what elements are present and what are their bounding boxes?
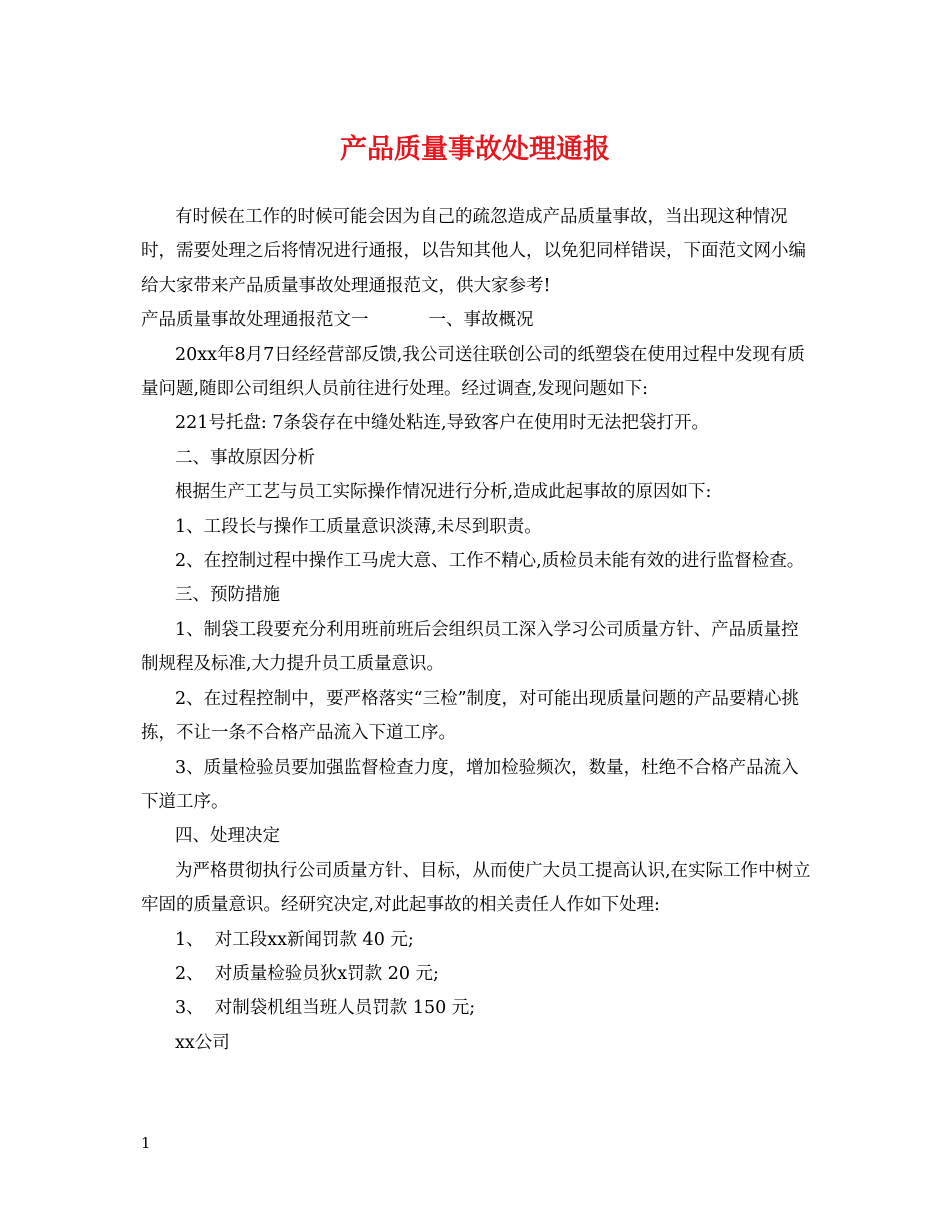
section4-paragraph-1: 为严格贯彻执行公司质量方针、目标，从而使广大员工提高认识,在实际工作中树立牢固的质量意识。经研究决定,对此起事故的相关责任人作如下处理: — [141, 860, 811, 916]
section2-paragraph-1: 根据生产工艺与员工实际操作情况进行分析,造成此起事故的原因如下: — [175, 482, 712, 503]
section1-paragraph-2: 221号托盘: 7条袋存在中缝处粘连,导致客户在使用时无法把袋打开。 — [175, 413, 710, 434]
document-body — [141, 200, 813, 1060]
section2-item-2: 2、在控制过程中操作工马虎大意、工作不精心,质检员未能有效的进行监督检查。 — [175, 551, 805, 572]
penalty-item-3: 3、 对制袋机组当班人员罚款 150 元; — [175, 998, 476, 1019]
sample-heading-line — [141, 303, 813, 337]
section3-title: 三、预防措施 — [175, 585, 280, 606]
sample-heading: 产品质量事故处理通报范文一 — [141, 310, 369, 331]
section4-title: 四、处理决定 — [175, 826, 280, 847]
section2-title: 二、事故原因分析 — [175, 447, 315, 468]
intro-paragraph: 有时候在工作的时候可能会因为自己的疏忽造成产品质量事故，当出现这种情况时，需要处理之后将情况进行通报，以告知其他人，以免犯同样错误，下面范文网小编给大家带来产品质量事故处理通报范文，供大家参考! — [141, 207, 806, 296]
penalty-item-1: 1、 对工段xx新闻罚款 40 元; — [175, 929, 414, 950]
section1-title: 一、事故概况 — [428, 310, 534, 331]
signature: xx公司 — [175, 1032, 230, 1053]
section3-item-2: 2、在过程控制中，要严格落实“三检”制度，对可能出现质量问题的产品要精心挑拣，不让一条不合格产品流入下道工序。 — [141, 688, 800, 744]
document-title: 产品质量事故处理通报 — [340, 134, 610, 165]
section3-item-3: 3、质量检验员要加强监督检查力度，增加检验频次，数量，杜绝不合格产品流入下道工序。 — [141, 757, 799, 812]
penalty-item-2: 2、 对质量检验员狄x罚款 20 元; — [175, 963, 439, 984]
section2-item-1: 1、工段长与操作工质量意识淡薄,未尽到职责。 — [175, 516, 542, 537]
section1-paragraph-1: 20xx年8月7日经经营部反馈,我公司送往联创公司的纸塑袋在使用过程中发现有质量问题,随即公司组织人员前往进行处理。经过调查,发现问题如下: — [141, 344, 805, 400]
section3-item-1: 1、制袋工段要充分利用班前班后会组织员工深入学习公司质量方针、产品质量控制规程及标准,大力提升员工质量意识。 — [141, 619, 799, 675]
page-number: 1 — [141, 1134, 151, 1152]
